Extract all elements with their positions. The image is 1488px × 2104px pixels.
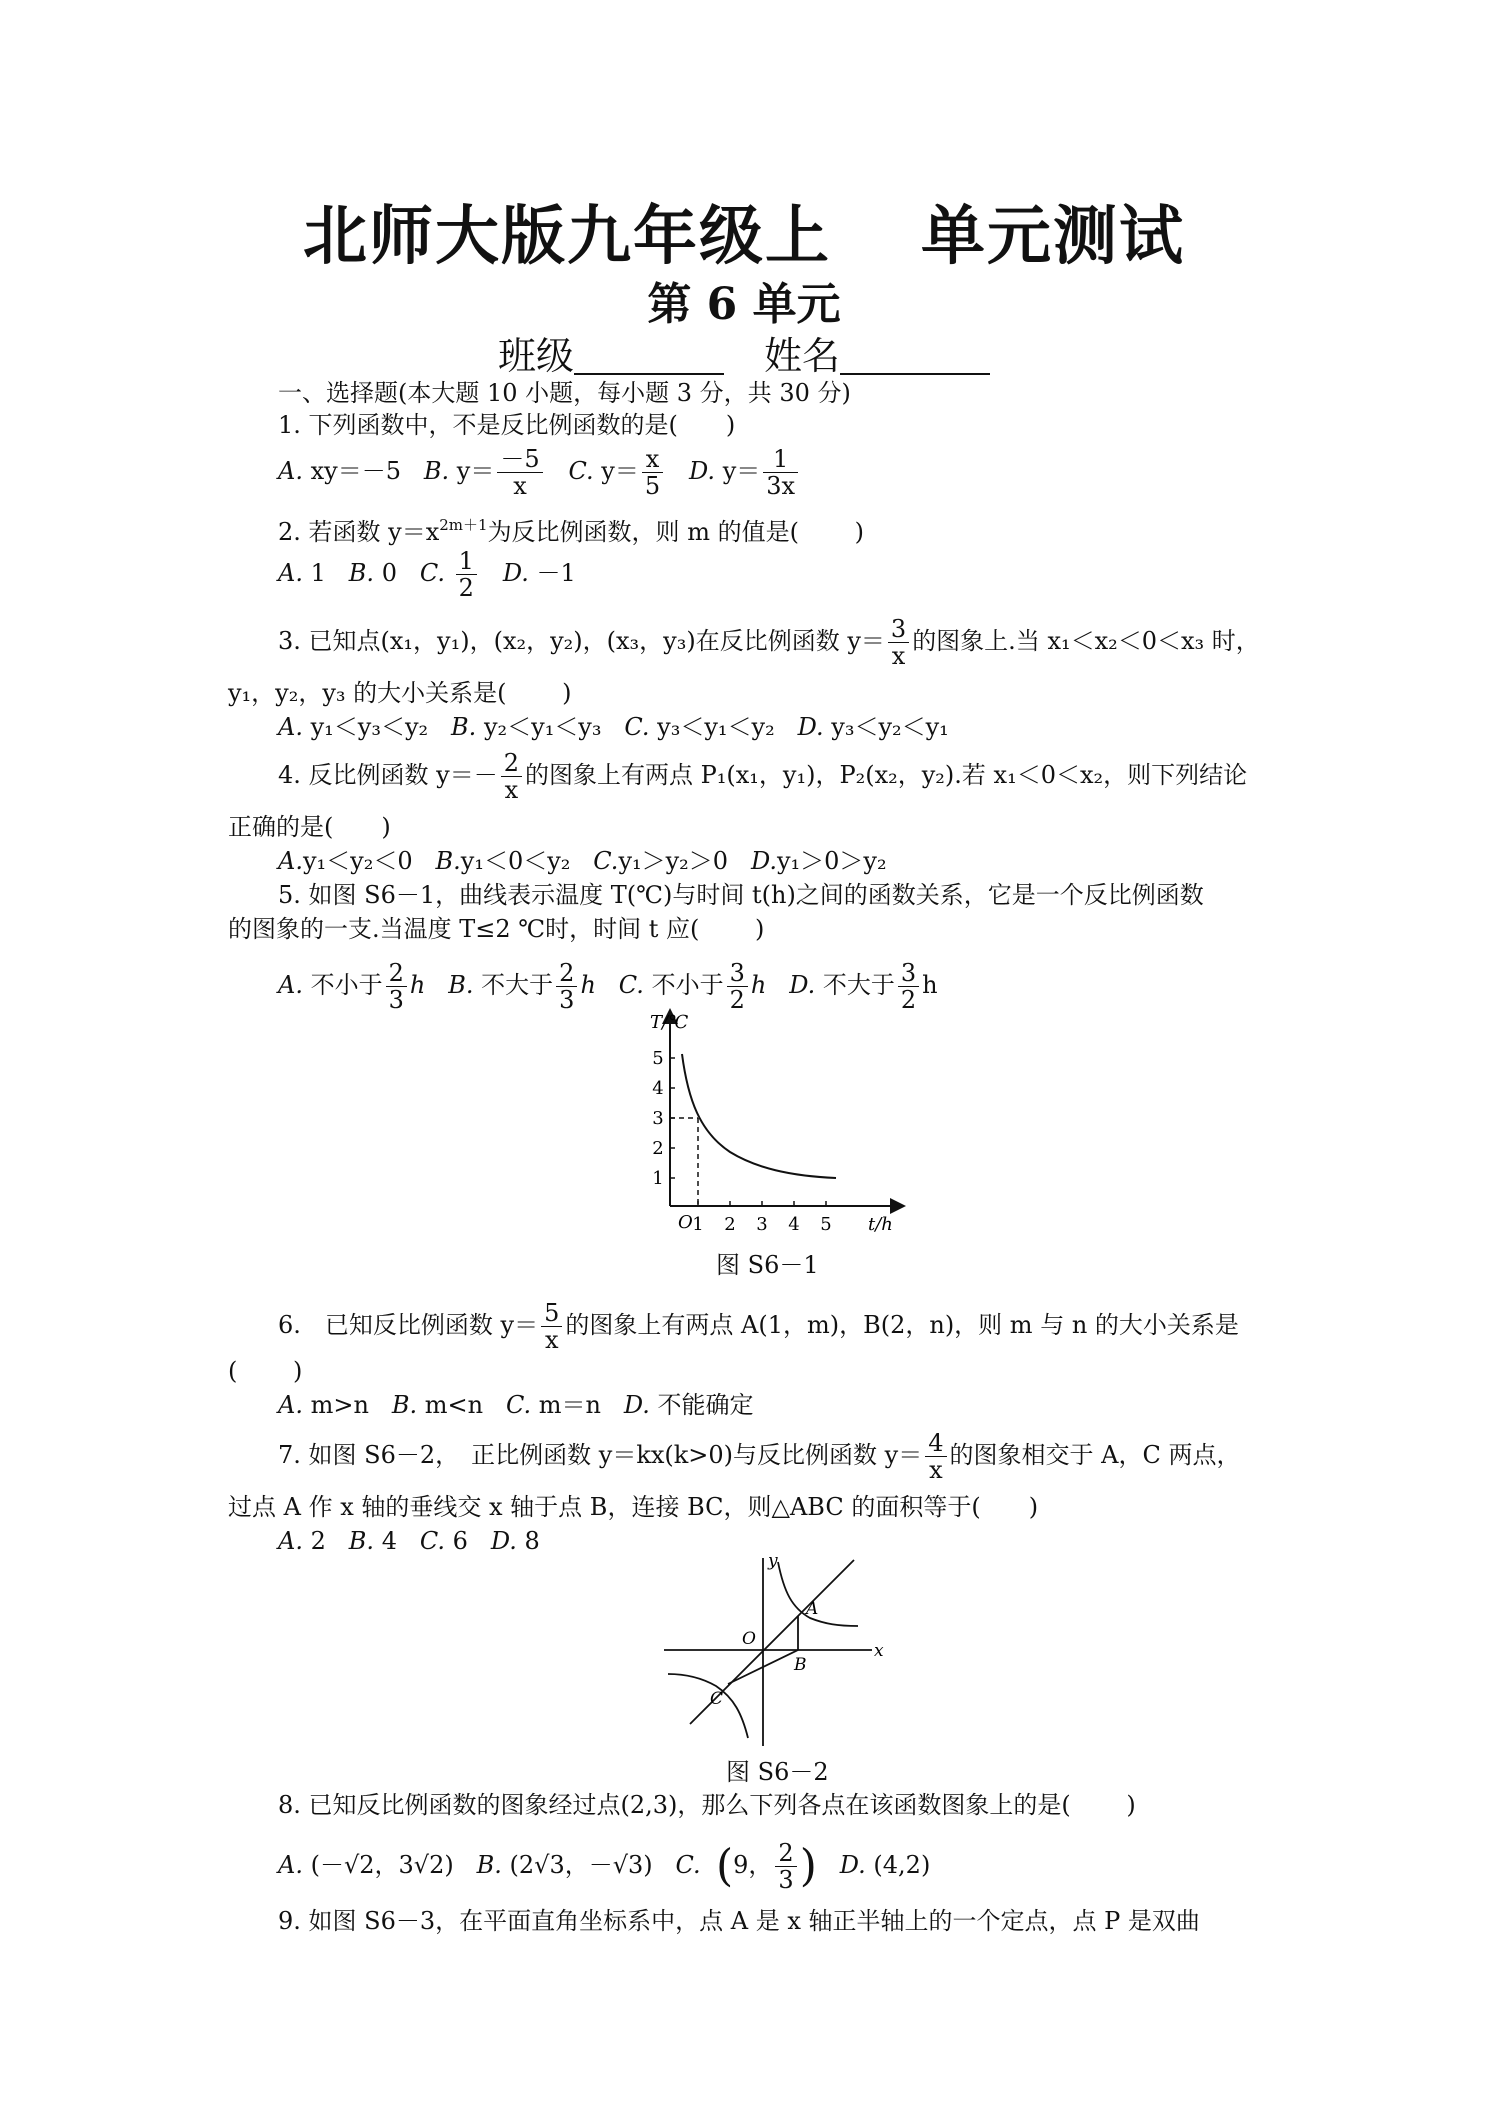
figure-s6-2-caption: 图 S6－2: [726, 1758, 829, 1786]
fraction: $\frac{3}{2}$: [727, 960, 748, 1013]
inverse-curve: [682, 1054, 836, 1178]
name-blank[interactable]: [840, 339, 990, 375]
title-right: 单元测试: [921, 200, 1185, 274]
point-c-label: C: [710, 1689, 724, 1709]
x-axis-label: t/h: [868, 1214, 893, 1235]
y-tick: 2: [652, 1138, 664, 1159]
y-tick: 3: [652, 1108, 664, 1129]
q5-line1: 5. 如图 S6－1，曲线表示温度 T(℃)与时间 t(h)之间的函数关系，它是一个反比例函数: [278, 881, 1204, 909]
x-ticks: [692, 1214, 831, 1235]
y-axis-label: y: [768, 1552, 778, 1571]
q5-line2: 的图象的一支.当温度 T≤2 ℃时，时间 t 应( ): [228, 915, 765, 943]
q4-options: A.y₁＜y₂＜0 B.y₁＜0＜y₂ C.y₁＞y₂＞0 D.y₁＞0＞y₂: [278, 847, 887, 875]
q6-line2: ( ): [228, 1357, 303, 1385]
fraction: $\frac{2}{3}$: [556, 960, 577, 1013]
student-info-line: [0, 325, 1488, 380]
q4-line2: 正确的是( ): [228, 813, 391, 841]
q6-line1: 6. 已知反比例函数 y＝ $\frac{5}{x}$ 的图象上有两点 A(1，m)，B(2，n)，则 m 与 n 的大小关系是: [278, 1299, 1239, 1354]
q2-options: A. 1 B. 0 C. $\frac{1}{2}$ D. －1: [278, 547, 576, 602]
x-tick: 3: [756, 1214, 768, 1235]
fraction: $\frac{2}{x}$: [501, 750, 522, 803]
q1-stem: 1. 下列函数中，不是反比例函数的是( ): [278, 411, 736, 439]
q2-stem: 2. 若函数 $y=x^{2m+1}$为反比例函数，则 m 的值是( ): [278, 516, 864, 546]
title-left: 北师大版九年级上: [303, 200, 831, 274]
figure-s6-1-caption: 图 S6－1: [716, 1251, 819, 1279]
q7-line2: 过点 A 作 x 轴的垂线交 x 轴于点 B，连接 BC，则△ABC 的面积等于( ): [228, 1493, 1039, 1521]
fraction: $\frac{2}{3}$: [775, 1840, 796, 1893]
fraction: $\frac{3}{2}$: [898, 960, 919, 1013]
fraction: $\frac{1}{3x}$: [763, 446, 798, 499]
q5-options: A. 不小于 $\frac{2}{3}$ h B. 不大于 $\frac{2}{3}$ h C. 不小于 $\frac{3}{2}$ h D. 不大于 $\frac{3}{2}$ h: [278, 959, 938, 1014]
name-label: 姓名: [764, 334, 841, 378]
page-title: [0, 185, 1488, 277]
x-tick: 2: [724, 1214, 736, 1235]
fraction: $\frac{2}{3}$: [386, 960, 407, 1013]
x-tick: 1: [692, 1214, 704, 1235]
fraction: $\frac{3}{x}$: [888, 616, 909, 669]
y-axis-label: T/℃: [650, 1012, 689, 1033]
figure-s6-1: [640, 1000, 910, 1240]
origin-label: O: [678, 1212, 693, 1233]
q7-line1: 7. 如图 S6－2， 正比例函数 y＝kx(k>0)与反比例函数 y＝ $\frac{4}{x}$ 的图象相交于 A，C 两点，: [278, 1429, 1241, 1484]
section-heading: 一、选择题(本大题 10 小题，每小题 3 分，共 30 分): [278, 379, 851, 407]
y-tick: 1: [652, 1168, 664, 1189]
q1-options: A. xy＝－5 B. y＝ $\frac{-5}{x}$ C. y＝ $\frac{x}{5}$ D. y＝ $\frac{1}{3x}$: [278, 446, 801, 499]
fraction: $\frac{5}{x}$: [541, 1300, 562, 1353]
fraction: $\frac{-5}{x}$: [497, 446, 542, 499]
unit-subtitle: 第 6 单元: [647, 279, 841, 330]
y-ticks: [652, 1048, 663, 1189]
class-blank[interactable]: [574, 339, 724, 375]
fraction: $\frac{x}{5}$: [642, 446, 663, 499]
figure-s6-2: [660, 1552, 890, 1752]
q6-options: A. m>n B. m<n C. m＝n D. 不能确定: [278, 1391, 754, 1419]
x-tick: 5: [820, 1214, 832, 1235]
q3-line1: 3. 已知点(x₁，y₁)，(x₂，y₂)，(x₃，y₃)在反比例函数 y＝ $\frac{3}{x}$ 的图象上.当 x₁＜x₂＜0＜x₃ 时，: [278, 615, 1260, 670]
q9-line1: 9. 如图 S6－3，在平面直角坐标系中，点 A 是 x 轴正半轴上的一个定点，点 P 是双曲: [278, 1907, 1200, 1935]
q4-line1: 4. 反比例函数 y＝－ $\frac{2}{x}$ 的图象上有两点 P₁(x₁，y₁)，P₂(x₂，y₂).若 x₁＜0＜x₂，则下列结论: [278, 749, 1248, 804]
x-axis-label: x: [874, 1641, 884, 1661]
fraction: $\frac{1}{2}$: [456, 548, 477, 601]
q7-options: A. 2 B. 4 C. 6 D. 8: [278, 1527, 540, 1555]
q8-stem: 8. 已知反比例函数的图象经过点(2,3)，那么下列各点在该函数图象上的是( ): [278, 1791, 1136, 1819]
point-a-label: A: [806, 1599, 819, 1619]
q3-line2: y₁，y₂，y₃ 的大小关系是( ): [228, 679, 572, 707]
y-tick: 4: [652, 1078, 664, 1099]
y-tick: 5: [652, 1048, 664, 1069]
origin-label: O: [742, 1629, 756, 1649]
q3-options: A. y₁＜y₃＜y₂ B. y₂＜y₁＜y₃ C. y₃＜y₁＜y₂ D. y₃＜y₂＜y₁: [278, 713, 949, 741]
q8-options: A. (－√2，3√2) B. (2√3，－√3) C. (9， $\frac{2}{3}$ ) D. (4,2): [278, 1839, 931, 1894]
point-b-label: B: [794, 1655, 807, 1675]
class-label: 班级: [497, 334, 574, 378]
fraction: $\frac{4}{x}$: [925, 1430, 946, 1483]
x-tick: 4: [788, 1214, 800, 1235]
